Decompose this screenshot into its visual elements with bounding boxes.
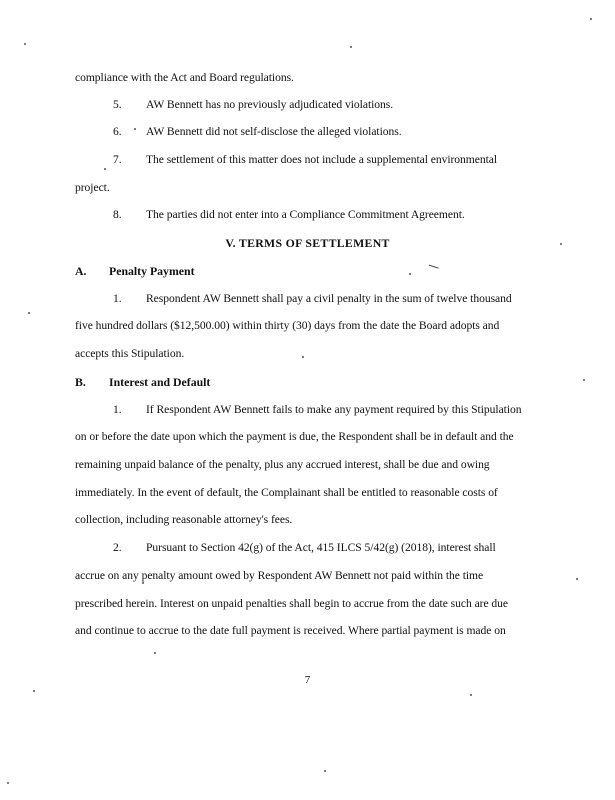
paragraph-line: Pursuant to Section 42(g) of the Act, 415 ILCS 5/42(g) (2018), interest shall [146, 541, 496, 554]
paragraph-number: 2. [113, 541, 122, 554]
factor-text: AW Bennett has no previously adjudicated violations. [146, 98, 394, 111]
paragraph-line: prescribed herein. Interest on unpaid penalties shall begin to accrue from the date such are due [75, 597, 509, 610]
factor-number: 7. [113, 153, 122, 166]
paragraph-line: Respondent AW Bennett shall pay a civil penalty in the sum of twelve thousand [146, 292, 512, 305]
paragraph-line: on or before the date upon which the payment is due, the Respondent shall be in default and the [75, 430, 514, 443]
subsection-title: Penalty Payment [109, 264, 195, 278]
scan-speck [576, 578, 578, 580]
factor-text: The settlement of this matter does not include a supplemental environmental [146, 153, 498, 166]
scan-speck [409, 273, 411, 275]
paragraph-line: immediately. In the event of default, the Complainant shall be entitled to reasonable costs of [75, 486, 498, 499]
paragraph-line: five hundred dollars ($12,500.00) within thirty (30) days from the date the Board adopts and [75, 319, 500, 332]
factor-text: AW Bennett did not self-disclose the alleged violations. [146, 125, 402, 138]
scan-speck [142, 582, 144, 584]
scan-speck [28, 312, 30, 314]
scan-speck [7, 782, 9, 784]
factor-number: 5. [113, 98, 122, 111]
factor-number: 6. [113, 125, 122, 138]
paragraph-line: If Respondent AW Bennett fails to make any payment required by this Stipulation [146, 403, 522, 416]
page-number: 7 [304, 674, 311, 686]
subsection-letter: B. [75, 375, 86, 389]
paragraph-line: collection, including reasonable attorney's fees. [75, 513, 293, 526]
paragraph-line: accepts this Stipulation. [75, 347, 185, 360]
scan-speck [350, 46, 352, 48]
scan-speck [470, 694, 472, 696]
paragraph-number: 1. [113, 403, 122, 416]
paragraph-line: and continue to accrue to the date full payment is received. Where partial payment is made on [75, 624, 506, 637]
scan-speck [324, 770, 326, 772]
paragraph-line: remaining unpaid balance of the penalty, plus any accrued interest, shall be due and owing [75, 458, 490, 471]
section-heading: V. TERMS OF SETTLEMENT [225, 236, 390, 250]
subsection-title: Interest and Default [109, 375, 211, 389]
subsection-letter: A. [75, 264, 87, 278]
scan-speck [154, 652, 156, 654]
scan-speck [302, 356, 304, 358]
scan-speck [583, 379, 585, 381]
factor-number: 8. [113, 208, 122, 221]
scan-speck [33, 690, 35, 692]
factor-text: The parties did not enter into a Compliance Commitment Agreement. [146, 208, 465, 221]
paragraph-continuation: compliance with the Act and Board regulations. [75, 71, 294, 84]
paragraph-line: accrue on any penalty amount owed by Respondent AW Bennett not paid within the time [75, 569, 484, 582]
scan-speck [134, 128, 136, 130]
scan-mark [427, 265, 438, 273]
scan-speck [104, 168, 106, 170]
paragraph-number: 1. [113, 292, 122, 305]
scan-speck [24, 43, 26, 45]
factor-text-continued: project. [75, 181, 110, 194]
scan-speck [590, 18, 592, 20]
scan-speck [560, 243, 562, 245]
